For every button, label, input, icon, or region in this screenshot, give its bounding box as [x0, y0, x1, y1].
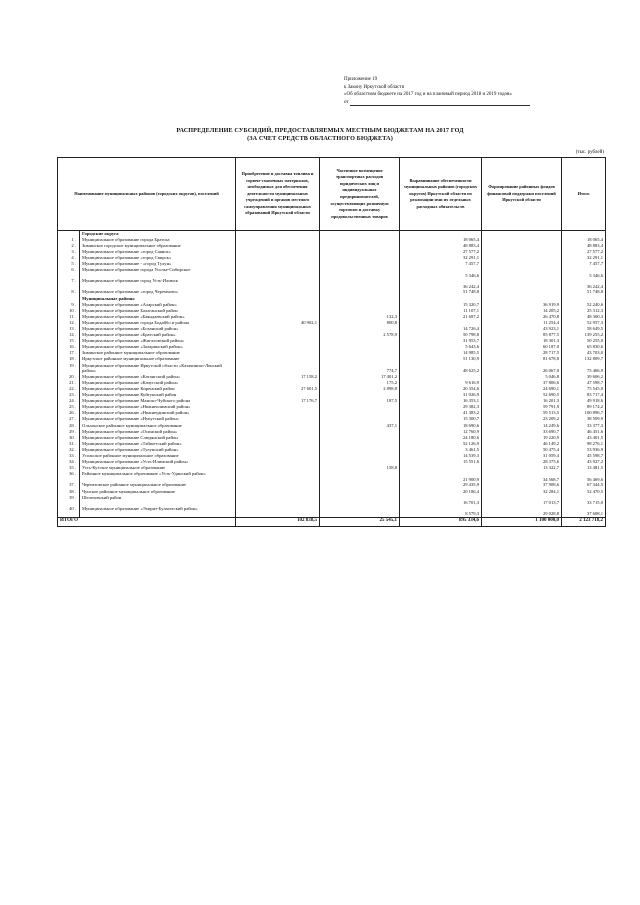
row-number: 32 .	[58, 447, 80, 453]
row-total: 33 715,0	[562, 495, 606, 506]
row-district-funds	[482, 278, 562, 289]
title-line-2: (ЗА СЧЕТ СРЕДСТВ ОБЛАСТНОГО БЮДЖЕТА)	[247, 135, 393, 142]
row-equalization: 14 985,5	[400, 350, 482, 356]
row-name: Муниципальное образование «Нижнеилимский район»	[80, 404, 236, 410]
row-name: Муниципальное образование «Братский район»	[80, 332, 236, 338]
row-total: 65 830,6	[562, 344, 606, 350]
row-total: 75 466,9	[562, 363, 606, 374]
units-label: (тыс. рублей)	[575, 150, 604, 155]
row-transport: 158,8	[320, 465, 400, 471]
row-total: 13 481,5	[562, 465, 606, 471]
row-equalization: 29 382,3	[400, 404, 482, 410]
row-number: 15 .	[58, 338, 80, 344]
row-district-funds: 13 322,7	[482, 465, 562, 471]
total-label: ИТОГО	[58, 517, 236, 526]
row-name: Муниципальное образование Балаганский район	[80, 308, 236, 314]
row-equalization: 7 457,7	[400, 261, 482, 267]
row-total: 37 608,1	[562, 506, 606, 517]
row-total: 67 344,5	[562, 482, 606, 488]
row-name: Муниципальное образование «Осинский район»	[80, 429, 236, 435]
row-equalization: 18 690,6	[400, 423, 482, 429]
row-total: 43 703,0	[562, 350, 606, 356]
row-district-funds: 85 877,5	[482, 332, 562, 338]
row-total: 43 401,5	[562, 435, 606, 441]
row-number: 27 .	[58, 416, 80, 422]
row-transport	[320, 267, 400, 278]
row-equalization: 14 539,3	[400, 453, 482, 459]
title-line-1: РАСПРЕДЕЛЕНИЕ СУБСИДИЙ, ПРЕДОСТАВЛЯЕМЫХ МЕСТНЫМ БЮДЖЕТАМ НА 2017 ГОД	[176, 127, 464, 134]
row-transport	[320, 495, 400, 506]
table-total-row	[58, 517, 606, 526]
row-total: 32 291,1	[562, 255, 606, 261]
row-total: 98 276,1	[562, 441, 606, 447]
row-equalization: 14 726,4	[400, 326, 482, 332]
row-equalization: 8 579,3	[400, 506, 482, 517]
row-name: Муниципальное образование «город Черемхово»	[80, 289, 236, 295]
row-number: 24 .	[58, 398, 80, 404]
row-total: 18 065,4	[562, 237, 606, 243]
row-name: Муниципальное образование «Катангский район»	[80, 374, 236, 380]
row-equalization: 50 798,8	[400, 332, 482, 338]
row-total: 75 545,0	[562, 386, 606, 392]
row-total: 48 300,3	[562, 314, 606, 320]
row-district-funds: 37 806,6	[482, 380, 562, 386]
row-equalization: 15 320,7	[400, 302, 482, 308]
row-district-funds: 81 678,8	[482, 356, 562, 362]
row-equalization: 11 107,1	[400, 308, 482, 314]
header-name: Наименование муниципальных районов (городских округов), поселений	[58, 158, 236, 231]
row-district-funds: 46 149,2	[482, 441, 562, 447]
row-number: 17 .	[58, 350, 80, 356]
row-number: 29 .	[58, 429, 80, 435]
row-transport: 437,1	[320, 423, 400, 429]
row-number: 40 .	[58, 506, 80, 517]
row-name: Иркутское районное муниципальное образование	[80, 356, 236, 362]
row-fuel	[236, 495, 320, 506]
row-equalization: 20 354,6	[400, 386, 482, 392]
row-number: 25 .	[58, 404, 80, 410]
row-equalization: 15 551,6	[400, 459, 482, 465]
row-number: 19 .	[58, 363, 80, 374]
row-transport: 17 401,2	[320, 374, 400, 380]
row-number: 13 .	[58, 326, 80, 332]
row-total: 50 255,0	[562, 338, 606, 344]
total-equalization: 895 334,6	[400, 517, 482, 526]
row-total: 52 240,6	[562, 302, 606, 308]
row-name: Усть-Кутское муниципальное образование	[80, 465, 236, 471]
row-fuel	[236, 363, 320, 374]
row-total: 38 509,9	[562, 416, 606, 422]
row-number: 36 .	[58, 471, 80, 482]
row-district-funds: 59 791,9	[482, 404, 562, 410]
row-equalization: 16 701,3	[400, 495, 482, 506]
row-total: 89 174,2	[562, 404, 606, 410]
row-name: Муниципальное образование «Качугский район»	[80, 380, 236, 386]
row-number: 37 .	[58, 482, 80, 488]
row-fuel: 17 176,7	[236, 398, 320, 404]
row-name: Муниципальное образование «Тулунский район»	[80, 447, 236, 453]
row-number: 31 .	[58, 441, 80, 447]
row-equalization: 24 180,6	[400, 435, 482, 441]
row-name: Чунское районное муниципальное образование	[80, 489, 236, 495]
row-district-funds: 18 301,3	[482, 338, 562, 344]
row-total: 39 606,2	[562, 374, 606, 380]
row-name: Муниципальные районы	[80, 296, 236, 302]
total-fuel: 102 838,5	[236, 517, 320, 526]
row-number: 18 .	[58, 356, 80, 362]
row-total: 7 457,7	[562, 261, 606, 267]
row-equalization: 12 760,9	[400, 429, 482, 435]
row-fuel: 17 158,2	[236, 374, 320, 380]
row-name: Муниципальное образование Иркутской области «Казачинско-Ленский район»	[80, 363, 236, 374]
row-name: Муниципальное образование «Эхирит-Булагатский район»	[80, 506, 236, 517]
table-body	[58, 231, 606, 518]
row-number: 5 .	[58, 261, 80, 267]
row-fuel	[236, 506, 320, 517]
row-total: 33 377,3	[562, 423, 606, 429]
row-number: 22 .	[58, 386, 80, 392]
row-district-funds: 16 201,3	[482, 398, 562, 404]
row-name: Зиминское районное муниципальное образование	[80, 350, 236, 356]
appendix-block	[344, 76, 604, 106]
row-name: Муниципальное образование «Заларинский район»	[80, 344, 236, 350]
row-number: 2 .	[58, 243, 80, 249]
row-name: Муниципальное образование город Усть-Илимск	[80, 278, 236, 289]
row-total: 52 957,3	[562, 320, 606, 326]
row-equalization: 51 130,9	[400, 356, 482, 362]
row-name: Муниципальное образование - «город Тулун»	[80, 261, 236, 267]
row-equalization: 51 748,8	[400, 289, 482, 295]
row-name: Муниципальное образование города Братска	[80, 237, 236, 243]
row-name: Муниципальное образование Слюдянский район	[80, 435, 236, 441]
row-fuel: 27 601,5	[236, 386, 320, 392]
row-name: Усольское районное муниципальное образование	[80, 453, 236, 459]
total-district-funds: 1 100 000,0	[482, 517, 562, 526]
row-number: 39 .	[58, 495, 80, 506]
row-district-funds: 52 690,5	[482, 392, 562, 398]
row-transport: 132,3	[320, 314, 400, 320]
row-name: Муниципальное образование «город Саянск»	[80, 249, 236, 255]
row-equalization: 32 291,1	[400, 255, 482, 261]
row-total: 83 717,4	[562, 392, 606, 398]
table-header-row	[58, 158, 606, 231]
table-row	[58, 506, 606, 517]
subsidies-table	[57, 157, 606, 527]
table-row	[58, 363, 606, 374]
row-name: Муниципальное образование «Нукутский район»	[80, 416, 236, 422]
row-number: 26 .	[58, 410, 80, 416]
row-fuel	[236, 471, 320, 482]
row-number: 12 .	[58, 320, 80, 326]
row-district-funds: 26 470,8	[482, 314, 562, 320]
row-number: 9 .	[58, 302, 80, 308]
row-name: Муниципальное образование города Усолье-Сибирское	[80, 267, 236, 278]
row-fuel	[236, 278, 320, 289]
row-transport	[320, 506, 400, 517]
row-total: 49 918,6	[562, 398, 606, 404]
total-grand: 2 123 718,2	[562, 517, 606, 526]
row-number: 20 .	[58, 374, 80, 380]
row-name: Ольхонское районное муниципальное образование	[80, 423, 236, 429]
row-transport: 800,8	[320, 320, 400, 326]
row-equalization: 5 346,6	[400, 267, 482, 278]
row-name: Зиминское городское муниципальное образование	[80, 243, 236, 249]
row-equalization: 15 300,7	[400, 416, 482, 422]
row-name: Муниципальное образование «Баяндаевский район»	[80, 314, 236, 320]
row-district-funds: 32 284,1	[482, 489, 562, 495]
row-district-funds: 28 717,5	[482, 350, 562, 356]
row-transport: 2 578,9	[320, 332, 400, 338]
row-district-funds: 23 209,2	[482, 416, 562, 422]
row-equalization: 3 461,5	[400, 447, 482, 453]
row-total: 5 346,6	[562, 267, 606, 278]
row-name: Шелеховский район	[80, 495, 236, 506]
row-transport: 187,5	[320, 398, 400, 404]
row-transport: 774,7	[320, 363, 400, 374]
row-district-funds: 11 254,4	[482, 320, 562, 326]
row-number: 33 .	[58, 453, 80, 459]
row-equalization: 18 065,4	[400, 237, 482, 243]
row-number: 4 .	[58, 255, 80, 261]
row-equalization: 36 242,4	[400, 278, 482, 289]
row-total: 43 927,2	[562, 459, 606, 465]
row-district-funds: 34 568,7	[482, 471, 562, 482]
row-number: 8 .	[58, 289, 80, 295]
row-district-funds: 17 013,7	[482, 495, 562, 506]
row-total: 56 469,6	[562, 471, 606, 482]
row-total: 27 577,2	[562, 249, 606, 255]
row-equalization: 16 353,1	[400, 398, 482, 404]
row-equalization: 9 616,9	[400, 380, 482, 386]
row-total: 132 809,7	[562, 356, 606, 362]
row-name: Муниципальное образование «Нижнеудинский район»	[80, 410, 236, 416]
row-district-funds: 29 028,8	[482, 506, 562, 517]
table-row	[58, 471, 606, 482]
row-number: 35 .	[58, 465, 80, 471]
row-district-funds: 14 205,2	[482, 308, 562, 314]
row-name: Муниципальное образование «город Свирск»	[80, 255, 236, 261]
row-district-funds: 5 046,8	[482, 374, 562, 380]
row-number: 21 .	[58, 380, 80, 386]
row-name: Городские округа	[80, 231, 236, 237]
row-district-funds: 37 908,6	[482, 482, 562, 488]
row-name: Муниципальное образование «Усть-Илимский район»	[80, 459, 236, 465]
row-equalization: 29 435,9	[400, 482, 482, 488]
row-district-funds: 36 919,9	[482, 302, 562, 308]
row-number: 3 .	[58, 249, 80, 255]
row-total: 51 748,8	[562, 289, 606, 295]
table-row	[58, 267, 606, 278]
document-title	[60, 127, 580, 143]
row-number: 28 .	[58, 423, 80, 429]
row-district-funds: 14 249,6	[482, 423, 562, 429]
row-number: 6 .	[58, 267, 80, 278]
row-district-funds: 28 375,6	[482, 459, 562, 465]
row-number: 30 .	[58, 435, 80, 441]
row-number: 16 .	[58, 344, 80, 350]
row-total: 52 470,5	[562, 489, 606, 495]
row-total: 53 936,9	[562, 447, 606, 453]
row-equalization: 20 186,4	[400, 489, 482, 495]
row-name: Муниципальное образование Мамско-Чуйского района	[80, 398, 236, 404]
row-name: Районное муниципальное образование «Усть-Удинский район»	[80, 471, 236, 482]
row-name: Муниципальное образование города Бодайбо и района	[80, 320, 236, 326]
row-district-funds: 50 475,4	[482, 447, 562, 453]
row-equalization: 48 625,2	[400, 363, 482, 374]
row-name: Муниципальное образование Киренский район	[80, 386, 236, 392]
row-district-funds: 33 690,7	[482, 429, 562, 435]
row-total: 36 242,4	[562, 278, 606, 289]
row-equalization: 48 883,4	[400, 243, 482, 249]
row-number: 1 .	[58, 237, 80, 243]
row-total: 100 896,7	[562, 410, 606, 416]
row-fuel: 40 902,1	[236, 320, 320, 326]
row-equalization: 31 953,7	[400, 338, 482, 344]
row-number: 38 .	[58, 489, 80, 495]
row-equalization: 5 643,6	[400, 344, 482, 350]
header-total: Итого	[562, 158, 606, 231]
appendix-date-label: от	[344, 99, 349, 105]
row-name: Муниципальное образование Куйтунский район	[80, 392, 236, 398]
row-district-funds: 31 059,4	[482, 453, 562, 459]
row-number: 34 .	[58, 459, 80, 465]
row-district-funds: 24 690,1	[482, 386, 562, 392]
row-fuel	[236, 267, 320, 278]
row-number: 11 .	[58, 314, 80, 320]
table-row	[58, 278, 606, 289]
row-name: Муниципальное образование «Боханский район»	[80, 326, 236, 332]
row-total: 139 255,2	[562, 332, 606, 338]
header-fuel: Приобретение и доставка топлива и горюче-смазочных материалов, необходимых для обеспечения деятельности муниципальных учреждений и органов местного самоуправления муниципальных образований Иркутской области	[236, 158, 320, 231]
row-district-funds: 26 067,0	[482, 363, 562, 374]
table-row	[58, 495, 606, 506]
row-total: 48 883,4	[562, 243, 606, 249]
total-transport: 25 545,1	[320, 517, 400, 526]
row-transport: 2 898,8	[320, 386, 400, 392]
row-equalization: 21 900,9	[400, 471, 482, 482]
row-number: 7 .	[58, 278, 80, 289]
row-name: Черемховское районное муниципальное образование	[80, 482, 236, 488]
row-total: 25 312,3	[562, 308, 606, 314]
header-district-funds: Формирование районных фондов финансовой поддержки поселений Иркутской области	[482, 158, 562, 231]
row-district-funds: 59 513,5	[482, 410, 562, 416]
row-equalization: 27 577,2	[400, 249, 482, 255]
appendix-law: к Закону Иркутской области	[344, 84, 405, 90]
row-district-funds: 43 923,1	[482, 326, 562, 332]
row-transport	[320, 471, 400, 482]
row-district-funds: 60 187,0	[482, 344, 562, 350]
appendix-date-blank	[350, 100, 530, 106]
row-number: 10 .	[58, 308, 80, 314]
appendix-date-line	[344, 99, 604, 107]
row-equalization: 21 697,2	[400, 314, 482, 320]
row-equalization: 31 026,9	[400, 392, 482, 398]
row-name: Муниципальное образование «Жигаловский район»	[80, 338, 236, 344]
row-name: Муниципальное образование «Тайшетский район»	[80, 441, 236, 447]
row-name: Муниципальное образование «Аларский район»	[80, 302, 236, 308]
row-total: 45 598,7	[562, 453, 606, 459]
row-number: 14 .	[58, 332, 80, 338]
appendix-law-title: «Об областном бюджете на 2017 год и на плановый период 2018 и 2019 годов»	[344, 92, 512, 98]
row-equalization: 41 383,2	[400, 410, 482, 416]
header-transport: Частичное возмещение транспортных расходов юридических лиц и индивидуальных предпринимателей, осуществляющих розничную торговлю и доставку продовольственных товаров	[320, 158, 400, 231]
row-equalization: 52 126,9	[400, 441, 482, 447]
row-district-funds	[482, 267, 562, 278]
row-total: 58 649,5	[562, 326, 606, 332]
row-district-funds: 19 220,9	[482, 435, 562, 441]
row-transport: 175,2	[320, 380, 400, 386]
appendix-number: Приложение 19	[344, 77, 378, 82]
row-transport	[320, 278, 400, 289]
header-equalization: Выравнивание обеспеченности муниципальных районов (городских округов) Иркутской области по реализации ими их отдельных расходных обязательств	[400, 158, 482, 231]
row-number: 23 .	[58, 392, 80, 398]
row-total: 46 451,6	[562, 429, 606, 435]
row-total: 47 598,7	[562, 380, 606, 386]
